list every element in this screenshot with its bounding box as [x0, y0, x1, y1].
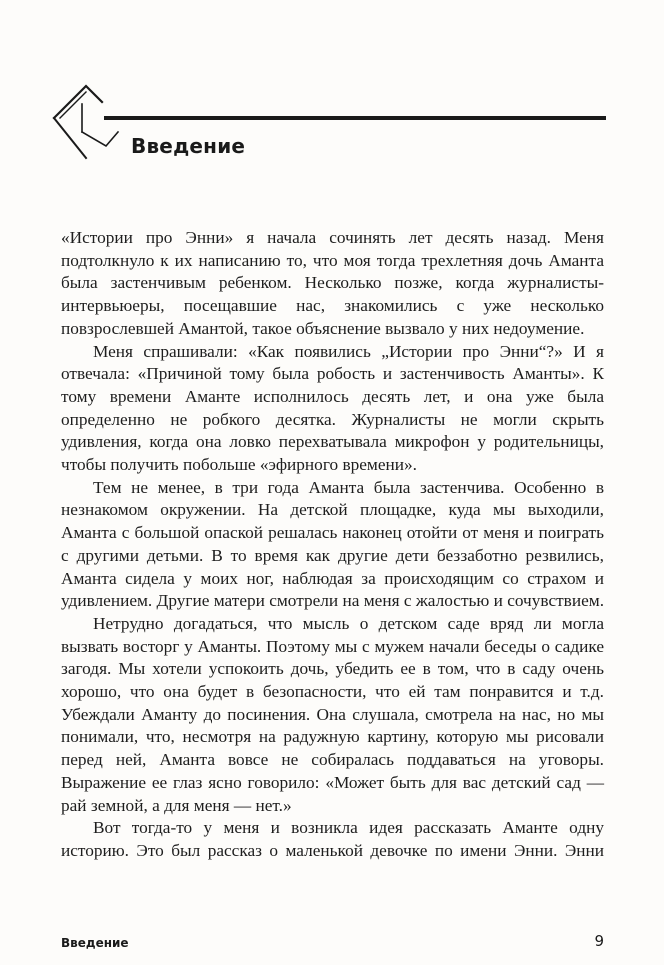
paragraph: Меня спрашивали: «Как появились „Истории про Энни“?» И я отвечала: «Причиной тому была робость и застенчивость Аманты». К тому времени Аманте исполнилось десять лет, и она уже была определенно не робкого десятка. Журналисты не могли скрыть удивления, когда она ловко перехватывала микрофон у родительницы, чтобы получить побольше «эфирного времени».	[61, 341, 604, 475]
paragraph: Тем не менее, в три года Аманта была застенчива. Особенно в незнакомом окружении. На детской площадке, куда мы выходили, Аманта с большой опаской решалась наконец отойти от меня и поиграть с другими детьми. В то время как другие дети беззаботно резвились, Аманта сидела у моих ног, наблюдая за происходящим со страхом и удивлением. Другие матери смотрели на меня с жалостью и сочувствием.	[61, 477, 605, 611]
running-footer-title: Введение	[61, 936, 129, 950]
body-text	[61, 227, 604, 863]
paragraph: Вот тогда-то у меня и возникла идея рассказать Аманте одну историю. Это был рассказ о маленькой девочке по имени Энни. Энни	[61, 818, 604, 860]
page-number: 9	[594, 932, 604, 950]
chapter-title: Введение	[131, 134, 246, 158]
paragraph: «Истории про Энни» я начала сочинять лет десять назад. Меня подтолкнуло к их написанию то, что моя тогда трехлетняя дочь Аманта была застенчивым ребенком. Несколько позже, когда журналисты-интервьюеры, посещавшие нас, знакомились с уже несколько повзрослевшей Амантой, такое объяснение вызвало у них недоумение.	[61, 228, 604, 338]
header-rule	[104, 116, 606, 120]
chapter-ornament-icon	[46, 82, 126, 166]
paragraph: Нетрудно догадаться, что мысль о детском саде вряд ли могла вызвать восторг у Аманты. Поэтому мы с мужем начали беседы о садике загодя. Мы хотели успокоить дочь, убедить ее в том, что в саду очень хорошо, что она будет в безопасности, что ей там понравится и т.д. Убеждали Аманту до посинения. Она слушала, смотрела на нас, но мы понимали, что, несмотря на радужную картину, которую мы рисовали перед ней, Аманта вовсе не собиралась поддаваться на уговоры. Выражение ее глаз ясно говорило: «Может быть для вас детский сад — рай земной, а для меня — нет.»	[61, 613, 604, 815]
